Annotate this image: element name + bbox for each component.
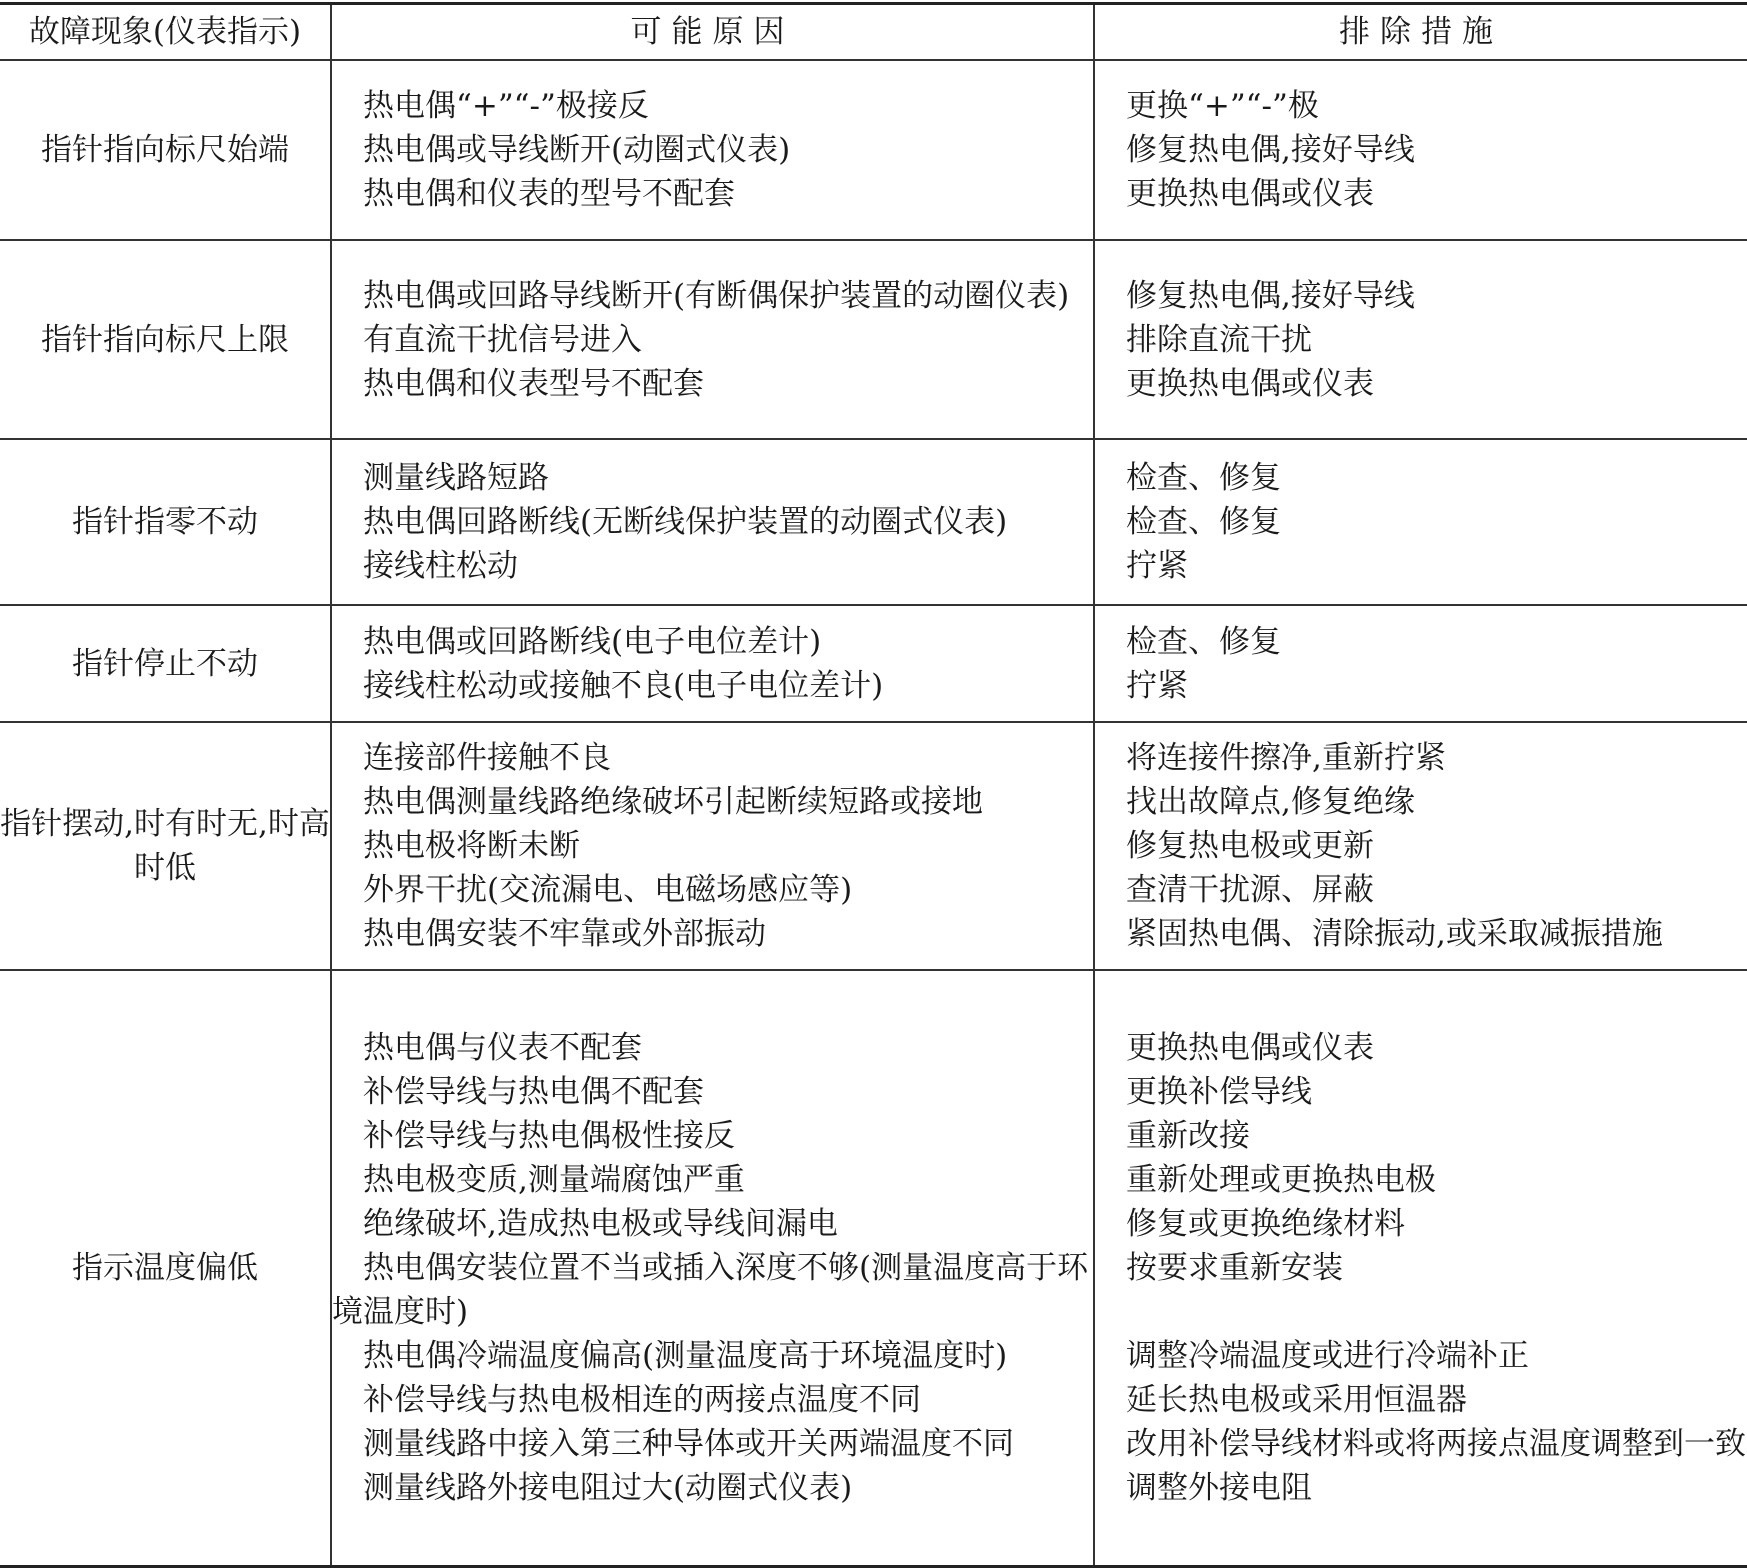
cause-item: 热电偶“+”“-”极接反 (363, 88, 649, 124)
fix-item: 更换热电偶或仪表 (1126, 365, 1374, 402)
cause-item: 热电偶和仪表型号不配套 (363, 365, 704, 402)
cause-item: 测量线路短路 (363, 460, 549, 496)
cause-item: 连接部件接触不良 (363, 740, 611, 776)
fix-item: 检查、修复 (1126, 504, 1281, 540)
fix-cell (1094, 60, 1747, 240)
cause-cell (331, 60, 1094, 240)
cause-item: 热电偶或回路导线断开(有断偶保护装置的动圈仪表) (363, 277, 1070, 314)
cause-item: 补偿导线与热电极相连的两接点温度不同 (363, 1381, 921, 1418)
fix-item: 拧紧 (1126, 667, 1188, 704)
fix-item: 将连接件擦净,重新拧紧 (1126, 740, 1446, 776)
cause-item: 热电偶和仪表的型号不配套 (363, 176, 735, 212)
cause-cell (331, 240, 1094, 439)
table-header-row (0, 4, 1747, 61)
fix-item: 更换补偿导线 (1126, 1073, 1312, 1110)
fix-item: 重新改接 (1126, 1117, 1250, 1154)
fix-item: 调整冷端温度或进行冷端补正 (1126, 1337, 1529, 1374)
fix-cell (1094, 240, 1747, 439)
header-fix: 排除措施 (1094, 4, 1747, 61)
cause-cell (331, 605, 1094, 722)
cause-item: 热电偶与仪表不配套 (363, 1029, 642, 1066)
table-row (0, 60, 1747, 240)
fix-item: 修复或更换绝缘材料 (1126, 1205, 1405, 1242)
symptom-cell: 指针指向标尺始端 (0, 60, 331, 240)
thermocouple-fault-table (0, 2, 1747, 1568)
fix-item: 修复热电极或更新 (1126, 828, 1374, 864)
fix-item: 重新处理或更换热电极 (1126, 1161, 1436, 1198)
symptom-cell: 指针指向标尺上限 (0, 240, 331, 439)
symptom-cell: 指示温度偏低 (0, 970, 331, 1566)
cause-item: 接线柱松动 (363, 548, 518, 584)
cause-item: 热电偶或回路断线(电子电位差计) (363, 623, 822, 660)
fix-item: 改用补偿导线材料或将两接点温度调整到一致 (1126, 1425, 1746, 1462)
cause-item: 热电偶冷端温度偏高(测量温度高于环境温度时) (363, 1337, 1008, 1374)
cause-item: 接线柱松动或接触不良(电子电位差计) (363, 667, 884, 704)
table-row (0, 605, 1747, 722)
symptom-cell: 指针停止不动 (0, 605, 331, 722)
header-cause: 可能原因 (331, 4, 1094, 61)
symptom-cell: 指针指零不动 (0, 439, 331, 605)
table-row (0, 722, 1747, 970)
fix-item: 按要求重新安装 (1126, 1249, 1343, 1286)
fix-spacer (1095, 1290, 1747, 1334)
cause-item: 绝缘破坏,造成热电极或导线间漏电 (363, 1205, 838, 1242)
fix-item: 更换热电偶或仪表 (1126, 176, 1374, 212)
fix-item: 修复热电偶,接好导线 (1126, 277, 1415, 314)
cause-item: 热电偶安装位置不当或插入深度不够(测量温度高于环境温度时) (332, 1249, 1089, 1330)
fix-item: 检查、修复 (1126, 623, 1281, 660)
fix-item: 找出故障点,修复绝缘 (1126, 784, 1415, 820)
fix-item: 更换热电偶或仪表 (1126, 1029, 1374, 1066)
cause-item: 测量线路中接入第三种导体或开关两端温度不同 (363, 1425, 1014, 1462)
table-row (0, 240, 1747, 439)
fix-cell (1094, 970, 1747, 1566)
fix-cell (1094, 439, 1747, 605)
cause-item: 热电偶测量线路绝缘破坏引起断续短路或接地 (363, 784, 983, 820)
cause-item: 热电偶或导线断开(动圈式仪表) (363, 132, 791, 168)
cause-cell (331, 722, 1094, 970)
fix-cell (1094, 605, 1747, 722)
fix-item: 修复热电偶,接好导线 (1126, 132, 1415, 168)
fix-item: 更换“+”“-”极 (1126, 88, 1319, 124)
table-row (0, 970, 1747, 1566)
fix-item: 延长热电极或采用恒温器 (1126, 1381, 1467, 1418)
symptom-cell: 指针摆动,时有时无,时高时低 (0, 722, 331, 970)
fix-item: 紧固热电偶、清除振动,或采取减振措施 (1126, 916, 1663, 952)
cause-cell (331, 970, 1094, 1566)
cause-cell (331, 439, 1094, 605)
cause-item: 补偿导线与热电偶极性接反 (363, 1117, 735, 1154)
cause-item: 热电极将断未断 (363, 828, 580, 864)
cause-item: 测量线路外接电阻过大(动圈式仪表) (363, 1469, 853, 1506)
cause-item: 热电偶安装不牢靠或外部振动 (363, 916, 766, 952)
cause-item: 热电极变质,测量端腐蚀严重 (363, 1161, 745, 1198)
fix-item: 排除直流干扰 (1126, 321, 1312, 358)
fix-item: 检查、修复 (1126, 460, 1281, 496)
fix-item: 调整外接电阻 (1126, 1469, 1312, 1506)
fix-item: 拧紧 (1126, 548, 1188, 584)
fix-cell (1094, 722, 1747, 970)
fix-item: 查清干扰源、屏蔽 (1126, 872, 1374, 908)
cause-item: 有直流干扰信号进入 (363, 321, 642, 358)
cause-item: 补偿导线与热电偶不配套 (363, 1073, 704, 1110)
cause-item: 热电偶回路断线(无断线保护装置的动圈式仪表) (363, 504, 1008, 540)
cause-item: 外界干扰(交流漏电、电磁场感应等) (363, 872, 853, 908)
table-row (0, 439, 1747, 605)
header-symptom: 故障现象(仪表指示) (0, 4, 331, 61)
